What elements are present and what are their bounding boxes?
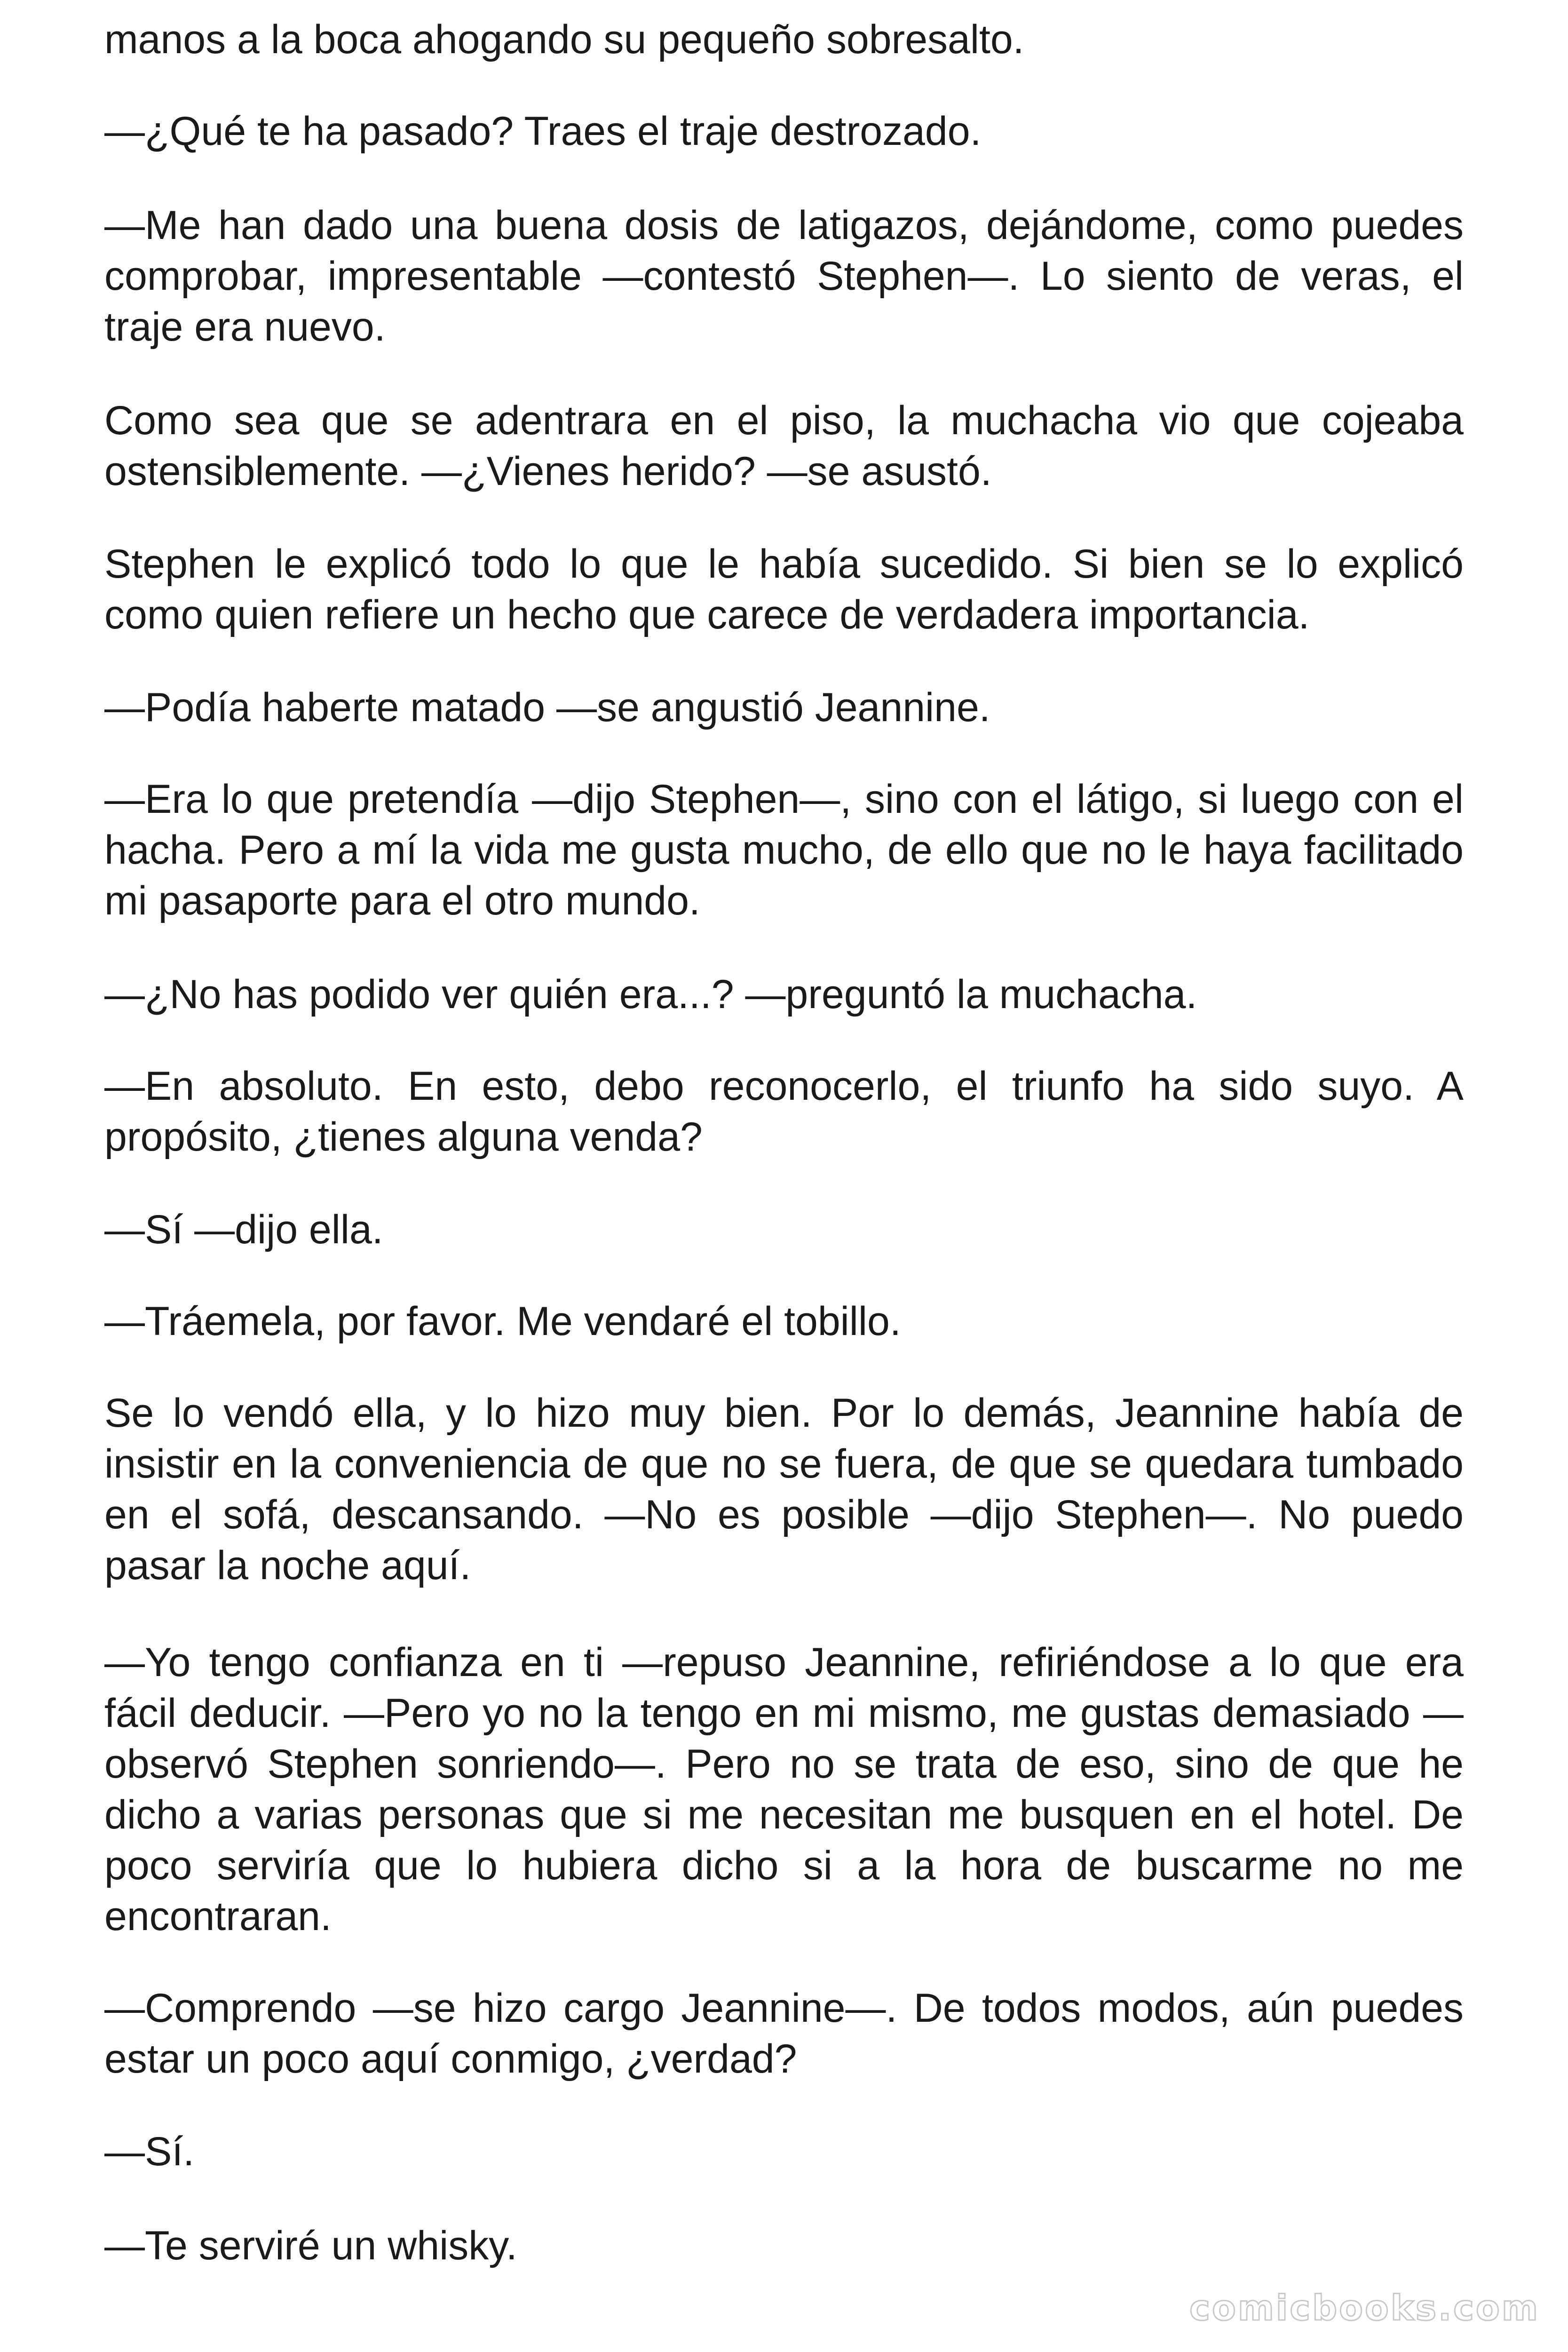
paragraph: —Tráemela, por favor. Me vendaré el tobillo. xyxy=(104,1299,901,1344)
page-text-block xyxy=(104,0,1464,2352)
paragraph: manos a la boca ahogando su pequeño sobresalto. xyxy=(104,17,1024,62)
paragraph: —Comprendo —se hizo cargo Jeannine—. De todos modos, aún puedes estar un poco aquí conmigo, ¿verdad? xyxy=(104,1986,1464,2082)
paragraph: —Podía haberte matado —se angustió Jeannine. xyxy=(104,685,990,730)
paragraph: Como sea que se adentrara en el piso, la muchacha vio que cojeaba ostensiblemente. —¿Vienes herido? —se asustó. xyxy=(104,398,1464,494)
paragraph: —¿Qué te ha pasado? Traes el traje destrozado. xyxy=(104,109,982,154)
paragraph: —Te serviré un whisky. xyxy=(104,2223,517,2268)
paragraph: —Yo tengo confianza en ti —repuso Jeannine, refiriéndose a lo que era fácil deducir. —Pero yo no la tengo en mi mismo, me gustas demasiado —observó Stephen sonriendo—. Pero no se trata de eso, sino de que he dicho a varias personas que si me necesitan me busquen en el hotel. De poco serviría que lo hubiera dicho si a la hora de buscarme no me encontraran. xyxy=(104,1640,1464,1939)
paragraph: —En absoluto. En esto, debo reconocerlo, el triunfo ha sido suyo. A propósito, ¿tienes alguna venda? xyxy=(104,1064,1464,1160)
paragraph: —Me han dado una buena dosis de latigazos, dejándome, como puedes comprobar, impresentable —contestó Stephen—. Lo siento de veras, el traje era nuevo. xyxy=(104,203,1464,350)
paragraph: Se lo vendó ella, y lo hizo muy bien. Por lo demás, Jeannine había de insistir en la conveniencia de que no se fuera, de que se quedara tumbado en el sofá, descansando. —No es posible —dijo Stephen—. No puedo pasar la noche aquí. xyxy=(104,1391,1464,1588)
paragraph: —Sí —dijo ella. xyxy=(104,1207,383,1252)
paragraph: —Sí. xyxy=(104,2129,195,2174)
paragraph: —Era lo que pretendía —dijo Stephen—, sino con el látigo, si luego con el hacha. Pero a mí la vida me gusta mucho, de ello que no le haya facilitado mi pasaporte para el otro mundo. xyxy=(104,777,1464,923)
paragraph: Stephen le explicó todo lo que le había sucedido. Si bien se lo explicó como quien refiere un hecho que carece de verdadera importancia. xyxy=(104,541,1464,637)
watermark-logo: comicbooks.com xyxy=(1189,2288,1540,2328)
paragraph: —¿No has podido ver quién era...? —preguntó la muchacha. xyxy=(104,972,1197,1017)
